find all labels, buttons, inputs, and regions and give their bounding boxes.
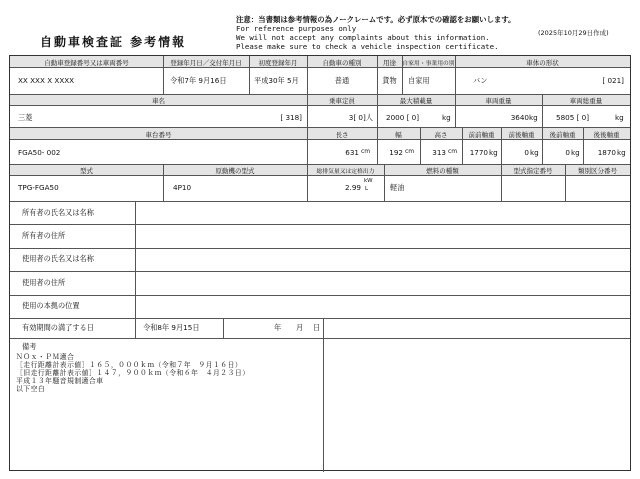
header-fr-axle: 前後軸重 bbox=[508, 131, 535, 139]
header-weight: 車両重量 bbox=[485, 97, 512, 105]
header-designation: 型式指定番号 bbox=[513, 167, 553, 175]
header-ff-axle: 前前軸重 bbox=[468, 131, 495, 139]
value-maker: 三菱 bbox=[18, 113, 33, 122]
header-rf-axle: 後前軸重 bbox=[549, 131, 576, 139]
value-maker-code: [ 318] bbox=[280, 113, 302, 122]
label-owner-address: 所有者の住所 bbox=[22, 231, 66, 240]
remarks-line: 平成１３年騒音規制適合車 bbox=[16, 377, 104, 385]
label-day: 日 bbox=[313, 323, 321, 332]
value-displacement: 2.99 bbox=[344, 183, 361, 192]
issued-date: (2025年10月29日作成) bbox=[538, 29, 609, 37]
value-gross: 5805 [ 0] bbox=[556, 113, 590, 122]
header-chassis: 車台番号 bbox=[145, 131, 172, 139]
label-remarks: 備考 bbox=[22, 342, 37, 351]
value-height: 313 bbox=[432, 148, 446, 157]
value-max-load: 2000 [ 0] bbox=[386, 113, 420, 122]
header-rr-axle: 後後軸重 bbox=[593, 131, 620, 139]
header-capacity: 乗車定員 bbox=[329, 97, 355, 105]
unit-rr-axle: kg bbox=[617, 148, 626, 157]
header-first-reg: 初度登録年月 bbox=[258, 59, 298, 67]
label-user-name: 使用者の氏名又は名称 bbox=[22, 254, 94, 263]
value-weight-unit: kg bbox=[529, 113, 538, 122]
notice-line-3: We will not accept any complaints about this information. bbox=[236, 33, 490, 42]
value-use: 貨物 bbox=[382, 76, 397, 85]
unit-kw: kW bbox=[364, 178, 373, 184]
value-model: TPG-FGA50 bbox=[18, 183, 59, 192]
label-year: 年 bbox=[274, 323, 282, 332]
header-purpose: 自家用・事業用の別 bbox=[402, 61, 455, 67]
value-engine: 4P10 bbox=[173, 183, 192, 192]
unit-height: cm bbox=[448, 148, 458, 155]
header-category: 類別区分番号 bbox=[578, 167, 617, 175]
header-engine: 原動機の型式 bbox=[215, 167, 255, 175]
remarks-block bbox=[16, 353, 250, 393]
value-body-code: [ 021] bbox=[602, 76, 624, 85]
header-length: 長さ bbox=[335, 131, 349, 139]
remarks-line: 以下空白 bbox=[16, 385, 46, 393]
header-reg-date: 登録年月日／交付年月日 bbox=[170, 59, 242, 67]
value-ff-axle: 1770 bbox=[469, 148, 488, 157]
value-expiry: 令和8年 9月15日 bbox=[143, 323, 200, 332]
unit-ff-axle: kg bbox=[489, 148, 498, 157]
remarks-line: ［走行距離計表示値］１６５，０００ｋｍ（令和７年 ９月１６日） bbox=[16, 361, 243, 369]
document-title: 自動車検査証 参考情報 bbox=[40, 35, 187, 49]
header-reg-no: 自動車登録番号又は車両番号 bbox=[44, 59, 129, 67]
value-width: 192 bbox=[389, 148, 403, 157]
header-kind: 自動車の種別 bbox=[322, 59, 362, 67]
value-first-reg: 平成30年 5月 bbox=[254, 76, 299, 85]
header-width: 幅 bbox=[395, 131, 402, 139]
notice-line-1: 注意：当書類は参考情報の為ノークレームです。必ず原本での確認をお願いします。 bbox=[236, 15, 516, 24]
value-purpose: 自家用 bbox=[408, 76, 430, 85]
remarks-line: ＮＯｘ・ＰＭ適合 bbox=[16, 353, 75, 361]
value-reg-no: XX XXX X XXXX bbox=[18, 76, 75, 85]
value-weight: 3640 bbox=[510, 113, 529, 122]
header-maker: 車名 bbox=[152, 97, 165, 105]
notice bbox=[236, 15, 515, 51]
certificate-table bbox=[9, 55, 631, 471]
label-user-address: 使用者の住所 bbox=[22, 278, 66, 287]
header-height: 高さ bbox=[434, 131, 448, 139]
value-rr-axle: 1870 bbox=[597, 148, 616, 157]
value-fuel: 軽油 bbox=[390, 183, 405, 192]
value-fr-axle: 0 bbox=[524, 148, 529, 157]
label-base-location: 使用の本拠の位置 bbox=[22, 301, 80, 310]
unit-liter: L bbox=[365, 186, 369, 192]
label-month: 月 bbox=[296, 323, 304, 332]
value-length: 631 bbox=[345, 148, 359, 157]
header-fuel: 燃料の種類 bbox=[426, 167, 459, 175]
header-model: 型式 bbox=[80, 167, 93, 175]
unit-fr-axle: kg bbox=[530, 148, 539, 157]
notice-line-2: For reference purposes only bbox=[236, 24, 357, 33]
value-capacity: 3[ 0]人 bbox=[348, 113, 373, 122]
unit-width: cm bbox=[405, 148, 415, 155]
notice-line-4: Please make sure to check a vehicle inspection certificate. bbox=[236, 42, 499, 51]
value-reg-date: 令和7年 9月16日 bbox=[170, 76, 227, 85]
value-max-load-unit: kg bbox=[442, 113, 451, 122]
remarks-line: ［旧走行距離計表示値］１４７，９００ｋｍ（令和６年 ４月２３日） bbox=[16, 369, 250, 377]
header-use: 用途 bbox=[383, 59, 396, 67]
value-chassis: FGA50- 002 bbox=[18, 148, 61, 157]
label-owner-name: 所有者の氏名又は名称 bbox=[22, 208, 94, 217]
value-rf-axle: 0 bbox=[565, 148, 570, 157]
header-displacement: 総排気量又は定格出力 bbox=[316, 169, 375, 175]
unit-length: cm bbox=[361, 148, 371, 155]
value-kind: 普通 bbox=[334, 76, 350, 85]
value-gross-unit: kg bbox=[615, 113, 624, 122]
label-expiry: 有効期間の満了する日 bbox=[22, 323, 94, 332]
header-body: 車体の形状 bbox=[526, 59, 559, 67]
header-max-load: 最大積載量 bbox=[399, 97, 433, 105]
header-gross: 車両総重量 bbox=[569, 97, 603, 105]
value-body: バン bbox=[473, 76, 488, 85]
unit-rf-axle: kg bbox=[571, 148, 580, 157]
